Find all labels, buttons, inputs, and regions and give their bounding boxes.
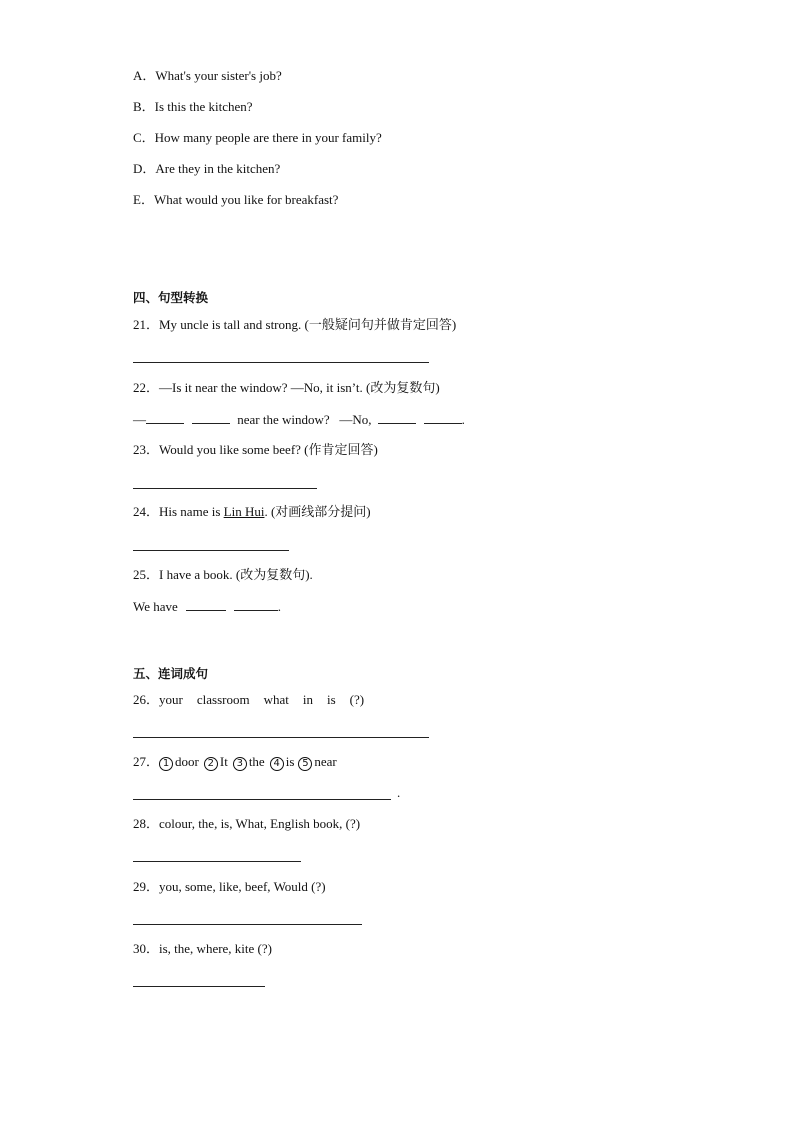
word: near	[314, 754, 337, 769]
question-26	[133, 692, 364, 708]
question-24	[133, 504, 371, 520]
period: .	[277, 599, 282, 614]
answer-blank-23[interactable]	[133, 488, 317, 489]
answer-blank-29[interactable]	[133, 924, 362, 925]
question-25: 25．I have a book. (改为复数句).	[133, 567, 313, 582]
circled-number: 3	[233, 757, 247, 771]
text: —No,	[339, 412, 372, 427]
circled-number: 4	[270, 757, 284, 771]
word: your	[159, 692, 183, 707]
question-28: 28．colour, the, is, What, English book, (?)	[133, 816, 361, 831]
answer-line-25	[133, 598, 281, 615]
question-number: 26．	[133, 692, 160, 707]
dash: —	[133, 412, 146, 427]
option-a: A．What's your sister's job?	[133, 68, 282, 83]
option-b: B．Is this the kitchen?	[133, 99, 253, 114]
answer-blank-30[interactable]	[133, 986, 265, 987]
option-d: D．Are they in the kitchen?	[133, 161, 281, 176]
word: classroom	[196, 692, 250, 707]
answer-blank-25a[interactable]	[186, 598, 226, 611]
word: door	[175, 754, 199, 769]
answer-blank-27[interactable]	[133, 799, 391, 800]
text: near the window?	[237, 412, 330, 427]
word: what	[263, 692, 289, 707]
answer-blank-22c[interactable]	[378, 411, 416, 424]
answer-blank-22d[interactable]	[424, 411, 462, 424]
answer-blank-22a[interactable]	[146, 411, 184, 424]
word: (?)	[349, 692, 365, 707]
answer-blank-24[interactable]	[133, 550, 289, 551]
question-29: 29．you, some, like, beef, Would (?)	[133, 879, 326, 894]
underlined-name: Lin Hui	[223, 504, 265, 519]
answer-blank-22b[interactable]	[192, 411, 230, 424]
text: We have	[133, 599, 178, 614]
text: . (对画线部分提问)	[264, 504, 371, 519]
question-30: 30．is, the, where, kite (?)	[133, 941, 272, 956]
section4-heading: 四、句型转换	[133, 290, 209, 305]
text: 24．His name is	[133, 504, 224, 519]
circled-number: 5	[298, 757, 312, 771]
word: It	[219, 754, 228, 769]
period: .	[461, 412, 465, 427]
circled-number: 1	[159, 757, 173, 771]
option-e: E．What would you like for breakfast?	[133, 192, 339, 207]
answer-line-22	[133, 411, 465, 428]
word: in	[302, 692, 313, 707]
question-23: 23．Would you like some beef? (作肯定回答)	[133, 442, 378, 457]
question-21: 21．My uncle is tall and strong. (一般疑问句并做肯定回答)	[133, 317, 457, 332]
answer-blank-25b[interactable]	[234, 598, 278, 611]
question-27	[133, 754, 337, 771]
answer-blank-28[interactable]	[133, 861, 301, 862]
word: is	[285, 754, 295, 769]
period: .	[397, 785, 401, 800]
word: the	[248, 754, 265, 769]
circled-number: 2	[204, 757, 218, 771]
word: is	[326, 692, 336, 707]
answer-blank-26[interactable]	[133, 737, 429, 738]
answer-blank-21[interactable]	[133, 362, 429, 363]
question-22: 22．—Is it near the window? —No, it isn’t. (改为复数句)	[133, 380, 440, 395]
question-number: 27．	[133, 754, 160, 769]
option-c: C．How many people are there in your family?	[133, 130, 382, 145]
section5-heading: 五、连词成句	[133, 666, 209, 681]
